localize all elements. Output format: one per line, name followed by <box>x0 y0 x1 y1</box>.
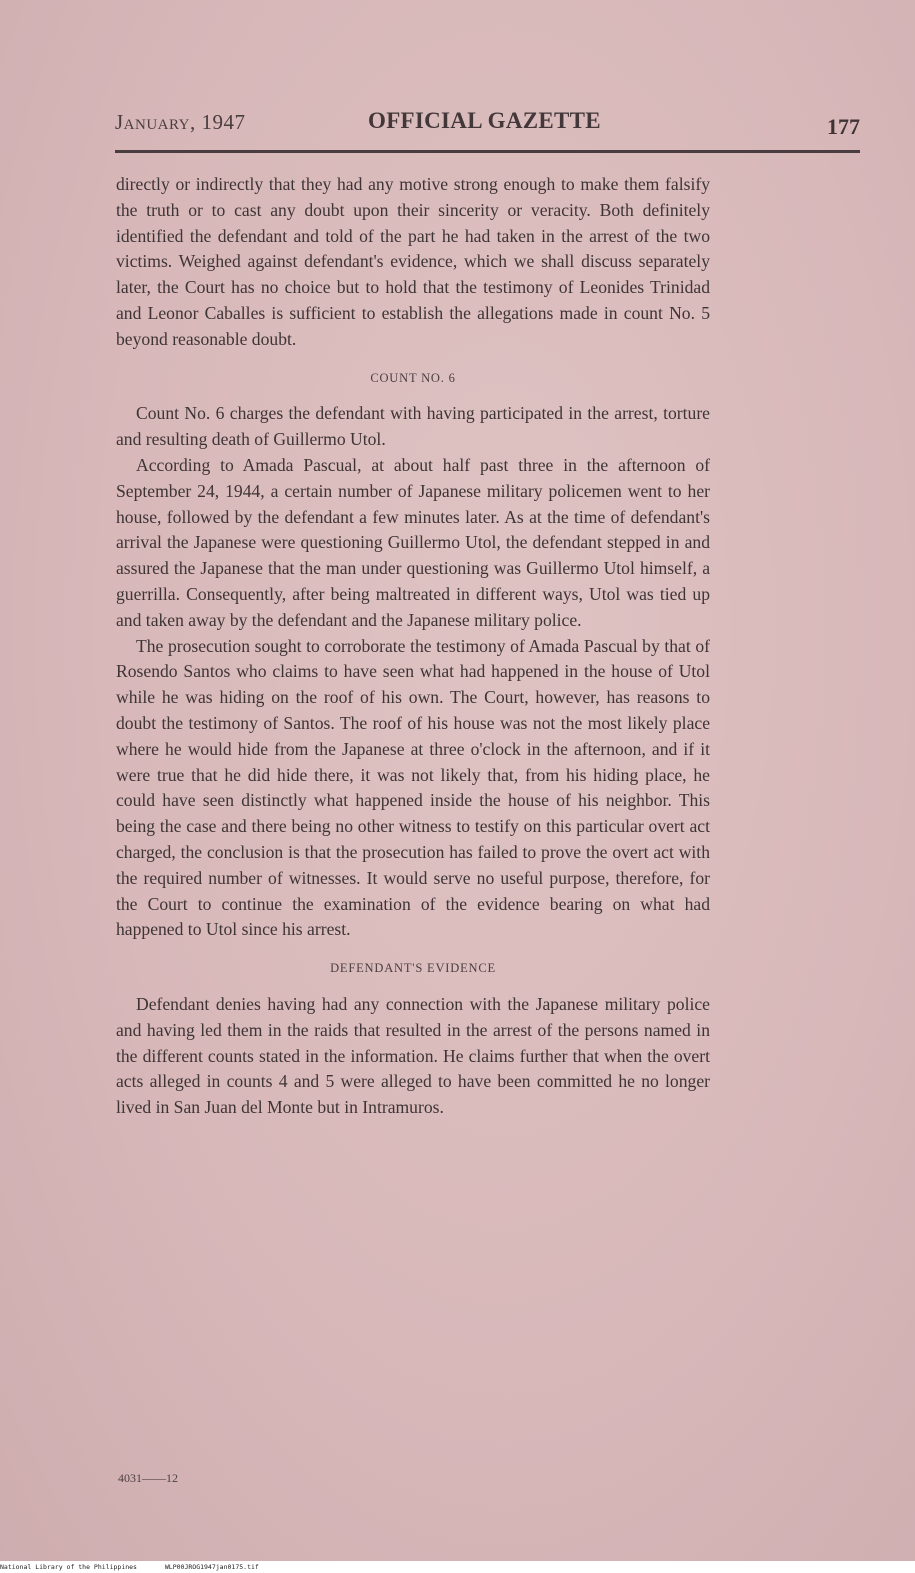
header-publication-title: OFFICIAL GAZETTE <box>368 108 601 133</box>
header-page-number: 177 <box>827 114 860 139</box>
body-text <box>116 172 710 1121</box>
section-heading-defendants-evidence: DEFENDANT'S EVIDENCE <box>330 961 496 976</box>
paragraph: The prosecution sought to corroborate the testimony of Amada Pascual by that of Rosendo Santos who claims to have seen what had happened in the house of Utol while he was hiding on the roof of his own. The Court, however, has reasons to doubt the testimony of Santos. The roof of his house was not the most likely place where he would hide from the Japanese at three o'clock in the afternoon, and if it were true that he did hide there, it was not likely that, from his hiding place, he could have seen distinctly what happened inside the house of his neighbor. This being the case and there being no other witness to testify on this particular overt act charged, the conclusion is that the prosecution has failed to prove the overt act with the required number of witnesses. It would serve no useful purpose, therefore, for the Court to continue the examination of the evidence bearing on what had happened to Utol since his arrest. <box>116 635 710 940</box>
running-header <box>115 108 860 148</box>
scan-library-label: National Library of the Philippines <box>0 1563 137 1571</box>
paragraph: According to Amada Pascual, at about half past three in the afternoon of September 24, 1944, a certain number of Japanese military policemen went to her house, followed by the defendant a few minutes later. As at the time of defendant's arrival the Japanese were questioning Guillermo Utol, the defendant stepped in and assured the Japanese that the man under questioning was Guillermo Utol himself, a guerrilla. Consequently, after being maltreated in different ways, Utol was tied up and taken away by the defendant and the Japanese military police. <box>116 454 710 630</box>
scan-info-strip <box>0 1561 915 1573</box>
header-date: January, 1947 <box>115 110 246 134</box>
section-heading-count-6: COUNT NO. 6 <box>370 370 456 385</box>
scan-file-label: WLP00JROG1947jan0175.tif <box>164 1563 259 1571</box>
paragraph: Defendant denies having had any connection with the Japanese military police and having led them in the raids that resulted in the arrest of the persons named in the different counts stated in the information. He claims further that when the overt acts alleged in counts 4 and 5 were alleged to have been committed he no longer lived in San Juan del Monte but in Intramuros. <box>116 993 710 1118</box>
paragraph: Count No. 6 charges the defendant with having participated in the arrest, torture and resulting death of Guillermo Utol. <box>116 403 710 450</box>
printer-signature: 4031——12 <box>118 1471 178 1485</box>
paragraph-continued: directly or indirectly that they had any motive strong enough to make them falsify the truth or to cast any doubt upon their sincerity or veracity. Both definitely identified the defendant and told of the part he had taken in the arrest of the two victims. Weighed against defendant's evidence, which we shall discuss separately later, the Court has no choice but to hold that the testimony of Leonides Trinidad and Leonor Caballes is sufficient to establish the allegations made in count No. 5 beyond reasonable doubt. <box>116 174 710 349</box>
header-rule <box>115 150 860 153</box>
